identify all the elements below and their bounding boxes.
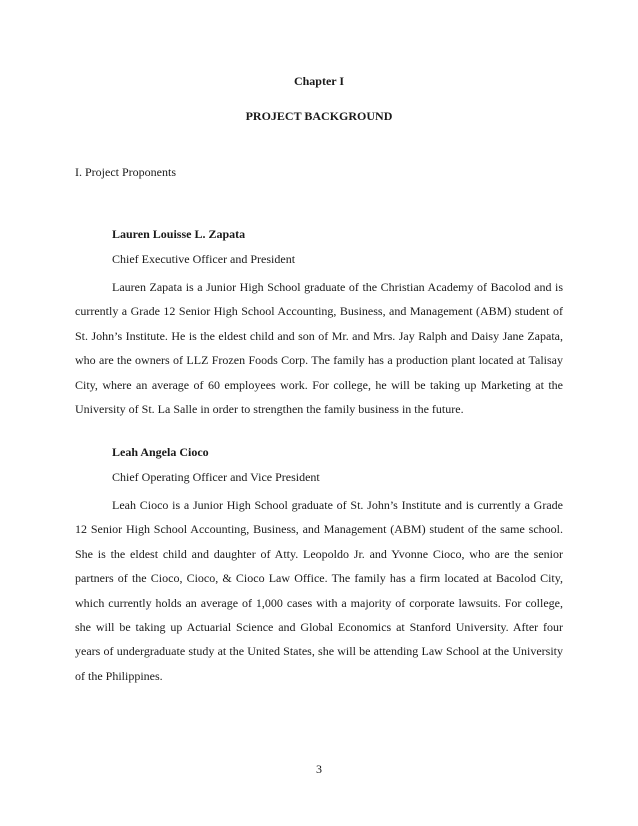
proponent-bio: Lauren Zapata is a Junior High School graduate of the Christian Academy of Bacolod and is currently a Grade 12 Senior High School Accounting, Business, and Management (ABM) student of St. John’s Institute. He is the eldest child and son of Mr. and Mrs. Jay Ralph and Daisy Jane Zapata, who are the owners of LLZ Frozen Foods Corp. The family has a production plant located at Talisay City, where an average of 60 employees work. For college, he will be taking up Marketing at the University of St. La Salle in order to strengthen the family business in the future. <box>75 280 563 417</box>
page-heading: PROJECT BACKGROUND <box>245 109 393 123</box>
proponent-block <box>75 225 563 421</box>
proponent-role: Chief Operating Officer and Vice President <box>112 470 320 484</box>
chapter-title: Chapter I <box>293 74 345 88</box>
proponent-name: Leah Angela Cioco <box>112 445 209 459</box>
proponent-block <box>75 443 563 688</box>
proponent-name: Lauren Louisse L. Zapata <box>112 227 246 241</box>
proponent-bio: Leah Cioco is a Junior High School graduate of St. John’s Institute and is currently a Grade 12 Senior High School Accounting, Business, and Management (ABM) student of the same school. She is the eldest child and daughter of Atty. Leopoldo Jr. and Yvonne Cioco, who are the senior partners of the Cioco, Cioco, & Cioco Law Office. The family has a firm located at Bacolod City, which currently holds an average of 1,000 cases with a majority of corporate lawsuits. For college, she will be taking up Actuarial Science and Global Economics at Stanford University. After four years of undergraduate study at the United States, she will be attending Law School at the University of the Philippines. <box>75 498 563 683</box>
section-heading: I. Project Proponents <box>75 165 176 179</box>
proponent-role: Chief Executive Officer and President <box>112 252 296 266</box>
page-number: 3 <box>316 762 322 776</box>
